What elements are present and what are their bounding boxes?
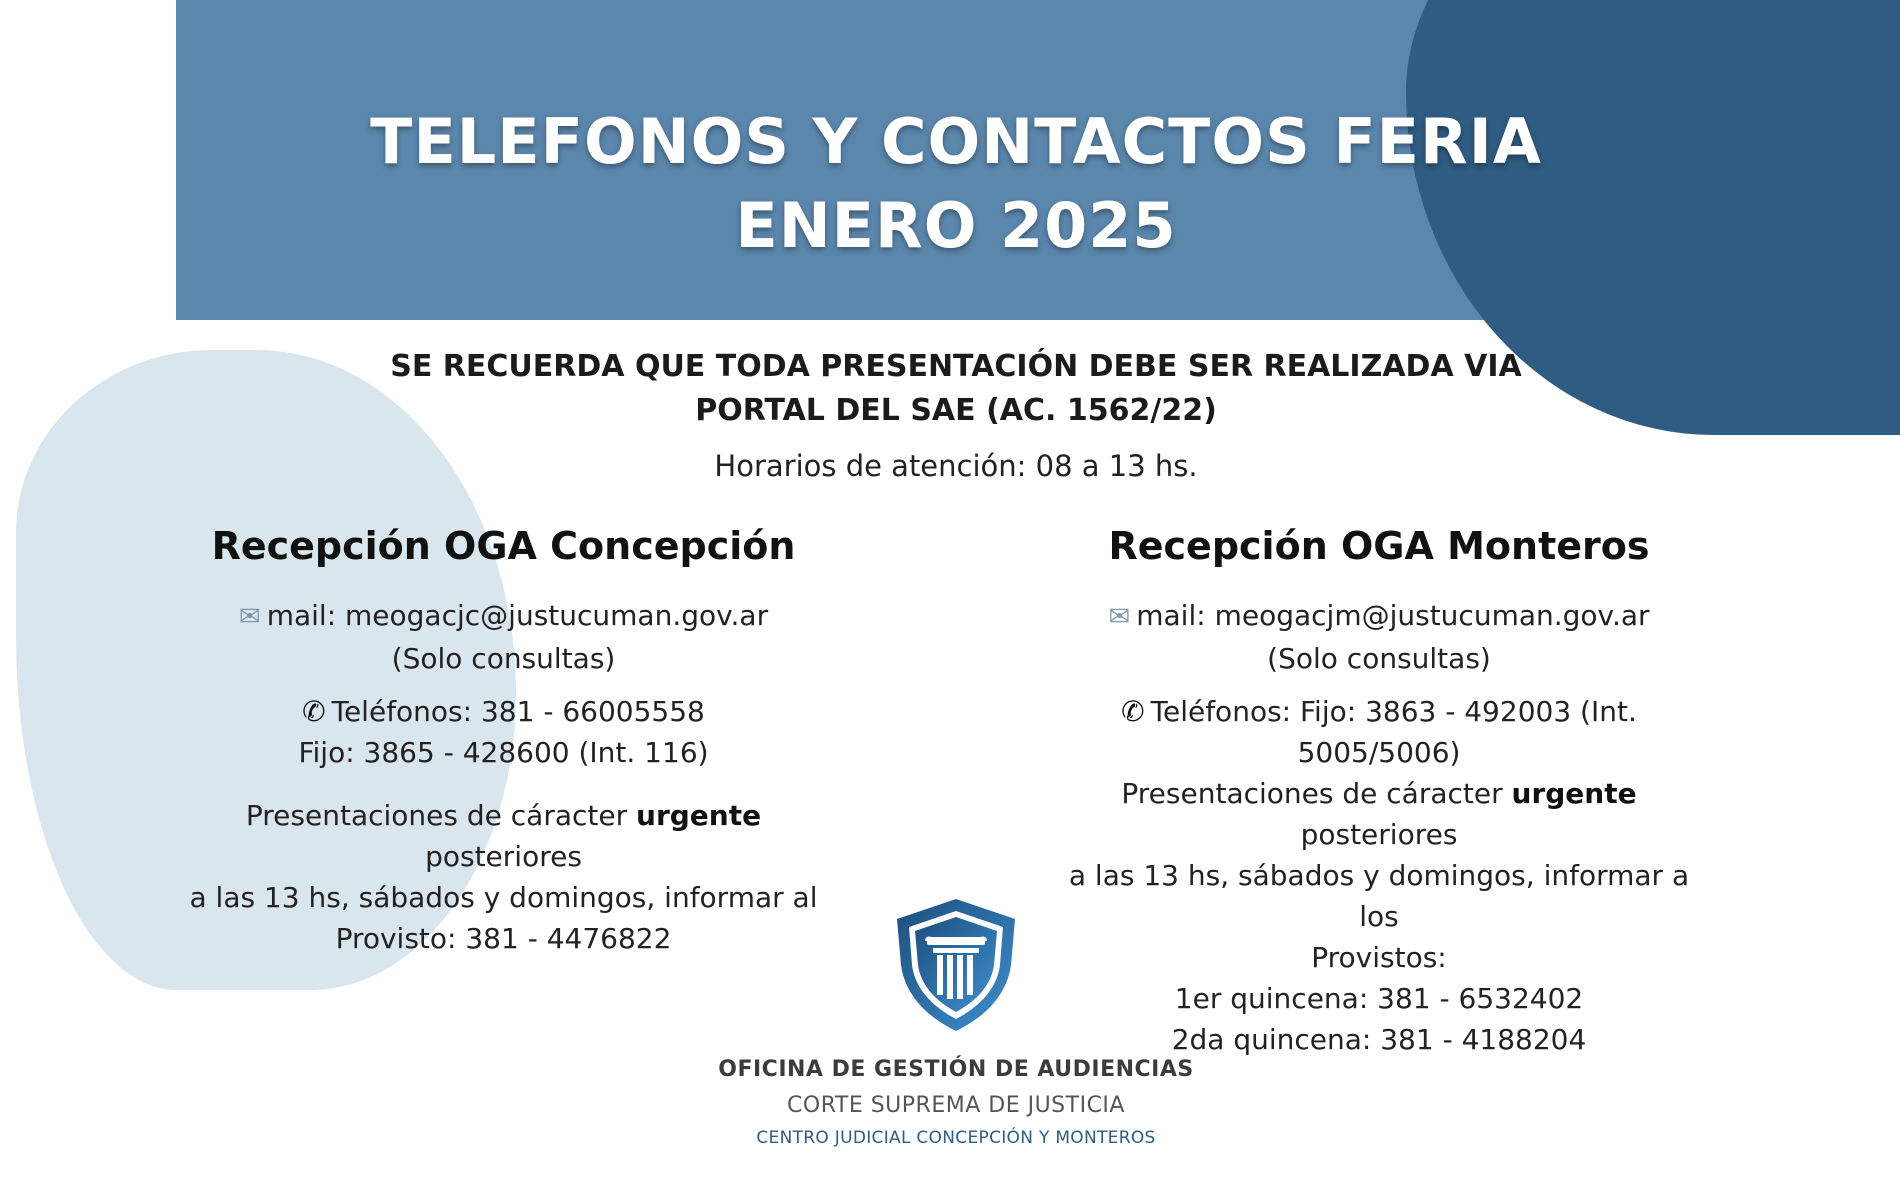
concepcion-title: Recepción OGA Concepción [211, 524, 796, 568]
org-name: OFICINA DE GESTIÓN DE AUDIENCIAS [718, 1057, 1194, 1082]
urgent-prefix: Presentaciones de cáracter [245, 799, 637, 832]
concepcion-fijo: Fijo: 3865 - 428600 (Int. 116) [298, 736, 709, 769]
envelope-icon: ✉ [238, 602, 261, 632]
notice-line-2: PORTAL DEL SAE (AC. 1562/22) [695, 393, 1217, 428]
monteros-urgent-line-2: a las 13 hs, sábados y domingos, informar a los [1068, 859, 1690, 933]
monteros-urgent-line-3: Provistos: [1311, 941, 1447, 974]
concepcion-contact-block [176, 521, 831, 959]
monteros-quincena-1: 1er quincena: 381 - 6532402 [1174, 982, 1584, 1015]
concepcion-urgent-line-1 [176, 795, 831, 877]
concepcion-urgent-line-3: Provisto: 381 - 4476822 [335, 922, 672, 955]
page-title [176, 100, 1736, 268]
org-court: CORTE SUPREMA DE JUSTICIA [787, 1093, 1125, 1118]
monteros-mail-text: mail: meogacjm@justucuman.gov.ar [1136, 599, 1650, 632]
concepcion-mail-text: mail: meogacjc@justucuman.gov.ar [266, 599, 769, 632]
concepcion-urgent-line-2: a las 13 hs, sábados y domingos, informar al [189, 881, 818, 914]
org-center: CENTRO JUDICIAL CONCEPCIÓN Y MONTEROS [756, 1128, 1156, 1148]
urgent-keyword: urgente [636, 799, 762, 832]
notice-line-1: SE RECUERDA QUE TODA PRESENTACIÓN DEBE SER REALIZADA VIA [390, 349, 1522, 384]
concepcion-mail [176, 595, 831, 638]
monteros-phone-cont: 5005/5006) [1297, 736, 1461, 769]
monteros-mail-note: (Solo consultas) [1267, 642, 1491, 675]
urgent-prefix: Presentaciones de cáracter [1121, 777, 1512, 810]
poster [176, 0, 1736, 1200]
sae-notice [176, 345, 1736, 433]
monteros-title: Recepción OGA Monteros [1108, 524, 1650, 568]
urgent-suffix: posteriores [1300, 818, 1458, 851]
monteros-quincena-2: 2da quincena: 381 - 4188204 [1171, 1023, 1587, 1056]
monteros-urgent-line-1 [1056, 773, 1702, 855]
office-hours: Horarios de atención: 08 a 13 hs. [714, 449, 1198, 483]
concepcion-mail-note: (Solo consultas) [391, 642, 616, 675]
monteros-mail [1056, 595, 1702, 638]
telephone-icon: ✆ [302, 695, 326, 728]
concepcion-phone [176, 691, 831, 732]
title-line-1: TELEFONOS Y CONTACTOS FERIA [370, 105, 1542, 178]
title-line-2: ENERO 2025 [735, 189, 1177, 262]
monteros-phone [1056, 691, 1702, 732]
envelope-icon: ✉ [1108, 602, 1131, 632]
concepcion-phone-text: Teléfonos: 381 - 66005558 [331, 695, 705, 728]
telephone-icon: ✆ [1121, 695, 1145, 728]
monteros-contact-block [1056, 521, 1702, 1060]
monteros-phone-text: Teléfonos: Fijo: 3863 - 492003 (Int. [1150, 695, 1637, 728]
shield-column-logo [891, 895, 1021, 1035]
urgent-suffix: posteriores [425, 840, 582, 873]
urgent-keyword: urgente [1511, 777, 1637, 810]
